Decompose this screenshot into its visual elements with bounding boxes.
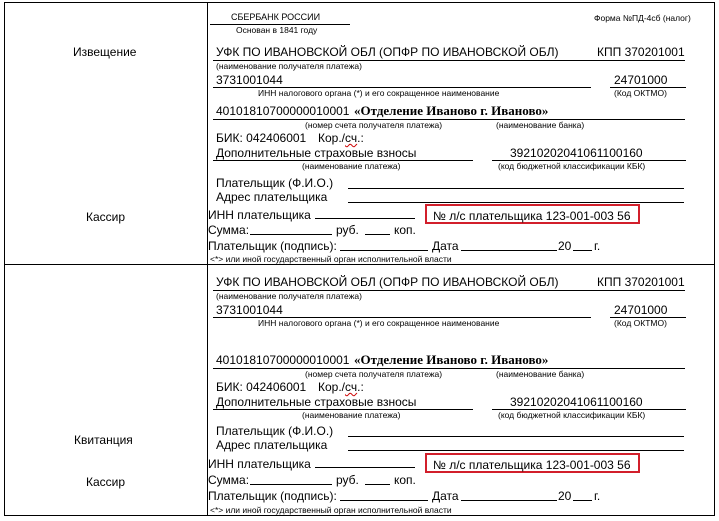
bik: БИК: 042406001 xyxy=(216,380,307,394)
signature-line xyxy=(340,500,428,501)
kop-label: коп. xyxy=(394,223,416,237)
column-divider xyxy=(207,3,208,515)
bank-branch: «Отделение Иваново г. Иваново» xyxy=(354,103,549,118)
ls-number: № л/с плательщика 123-001-003 56 xyxy=(433,209,631,223)
receipt-label: Квитанция xyxy=(74,433,133,447)
kpp: КПП 370201001 xyxy=(597,45,685,59)
payer-fio-line xyxy=(348,436,684,437)
kbk-value: 39210202041061100160 xyxy=(510,395,643,409)
payer-inn-label: ИНН плательщика xyxy=(208,457,311,471)
kor-account: Кор./сч.: xyxy=(318,131,364,145)
recipient-caption: (наименование получателя платежа) xyxy=(216,61,362,71)
payment-name: Дополнительные страховые взносы xyxy=(216,146,417,160)
sum-kop-line xyxy=(365,484,390,485)
footnote: <*> или иной государственный орган исполнительной власти xyxy=(210,505,452,515)
year-prefix: 20 xyxy=(558,239,572,253)
sum-label: Сумма: xyxy=(208,473,250,487)
account-caption: (номер счета получателя платежа) xyxy=(305,369,443,379)
date-label: Дата xyxy=(432,239,459,253)
payer-fio-line xyxy=(348,188,684,189)
inn-caption: ИНН налогового органа (*) и его сокращенное наименование xyxy=(258,88,500,98)
kop-label: коп. xyxy=(394,473,416,487)
inn-caption: ИНН налогового органа (*) и его сокращенное наименование xyxy=(258,318,500,328)
rub-label: руб. xyxy=(336,223,359,237)
kbk-value: 39210202041061100160 xyxy=(510,146,643,160)
account-underline xyxy=(213,368,685,369)
bik: БИК: 042406001 xyxy=(216,131,307,145)
cashier-label-bottom: Кассир xyxy=(86,475,126,489)
account-caption: (номер счета получателя платежа) xyxy=(305,120,443,130)
rub-label: руб. xyxy=(336,473,359,487)
date-line xyxy=(461,250,557,251)
oktmo-value: 24701000 xyxy=(614,73,668,87)
recipient-caption: (наименование получателя платежа) xyxy=(216,291,362,301)
oktmo-value: 24701000 xyxy=(614,303,668,317)
signature-label: Плательщик (подпись): xyxy=(208,239,337,253)
bank-founded: Основан в 1841 году xyxy=(236,25,318,35)
oktmo-caption: (Код ОКТМО) xyxy=(614,318,667,328)
account-underline xyxy=(213,119,685,120)
payment-caption: (наименование платежа) xyxy=(302,161,401,171)
cashier-label-top: Кассир xyxy=(86,210,126,224)
payer-inn-line xyxy=(315,467,415,468)
payment-name: Дополнительные страховые взносы xyxy=(216,395,417,409)
kbk-caption: (код бюджетной классификации КБК) xyxy=(498,410,646,420)
ls-highlight-box xyxy=(425,453,640,473)
sum-rub-line xyxy=(250,484,332,485)
year-line xyxy=(573,500,592,501)
ls-highlight-box xyxy=(425,204,640,224)
signature-line xyxy=(340,250,428,251)
oktmo-caption: (Код ОКТМО) xyxy=(614,88,667,98)
footnote: <*> или иной государственный орган исполнительной власти xyxy=(210,254,452,264)
signature-label: Плательщик (подпись): xyxy=(208,489,337,503)
payer-address-label: Адрес плательщика xyxy=(216,190,328,204)
date-label: Дата xyxy=(432,489,459,503)
account-number: 40101810700000010001 xyxy=(216,353,350,367)
ls-number: № л/с плательщика 123-001-003 56 xyxy=(433,458,631,472)
sum-label: Сумма: xyxy=(208,223,250,237)
kbk-caption: (код бюджетной классификации КБК) xyxy=(498,161,646,171)
inn-value: 3731001044 xyxy=(216,303,283,317)
kor-account: Кор./сч.: xyxy=(318,380,364,394)
payer-address-line xyxy=(348,202,684,203)
form-number: Форма №ПД-4сб (налог) xyxy=(594,13,691,23)
bank-name: СБЕРБАНК РОССИИ xyxy=(231,12,321,22)
payment-caption: (наименование платежа) xyxy=(302,410,401,420)
year-line xyxy=(573,250,592,251)
payer-address-line xyxy=(348,450,684,451)
payment-form xyxy=(4,2,715,516)
payer-fio-label: Плательщик (Ф.И.О.) xyxy=(216,424,334,438)
recipient-name: УФК ПО ИВАНОВСКОЙ ОБЛ (ОПФР ПО ИВАНОВСКОЙ ОБЛ) xyxy=(216,275,559,289)
section-divider xyxy=(5,264,714,265)
payer-inn-line xyxy=(315,218,415,219)
year-suffix: г. xyxy=(594,239,601,253)
inn-value: 3731001044 xyxy=(216,73,283,87)
notice-label: Извещение xyxy=(73,45,137,59)
account-number: 40101810700000010001 xyxy=(216,104,350,118)
bank-caption: (наименование банка) xyxy=(496,120,585,130)
recipient-name: УФК ПО ИВАНОВСКОЙ ОБЛ (ОПФР ПО ИВАНОВСКОЙ ОБЛ) xyxy=(216,45,559,59)
year-suffix: г. xyxy=(594,489,601,503)
payer-fio-label: Плательщик (Ф.И.О.) xyxy=(216,176,334,190)
payer-address-label: Адрес плательщика xyxy=(216,438,328,452)
payer-inn-label: ИНН плательщика xyxy=(208,208,311,222)
sum-kop-line xyxy=(365,234,390,235)
bank-branch: «Отделение Иваново г. Иваново» xyxy=(354,352,549,367)
kpp: КПП 370201001 xyxy=(597,275,685,289)
year-prefix: 20 xyxy=(558,489,572,503)
bank-caption: (наименование банка) xyxy=(496,369,585,379)
date-line xyxy=(461,500,557,501)
sum-rub-line xyxy=(250,234,332,235)
